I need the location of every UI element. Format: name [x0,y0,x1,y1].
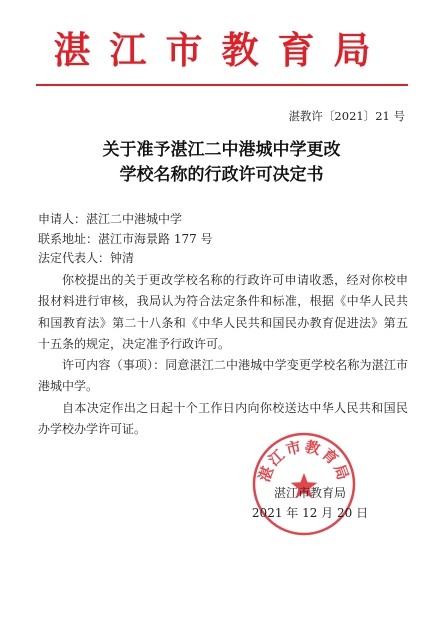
body-paragraph-1: 你校提出的关于更改学校名称的行政许可申请收悉，经对你校申报材料进行审核，我局认为符合法定条件和标准，根据《中华人民共和国教育法》第二十八条和《中华人民共和国民办教育促进法》第五十五条的规定，决定准予行政许可。 [38,273,408,351]
applicant-info [38,210,213,269]
header-red-rule [36,84,408,86]
signature-organization: 湛江市教育局 [273,486,346,500]
title-line-2: 学校名称的行政许可决定书 [119,165,324,185]
organization-header: 湛江市教育局 [53,28,390,72]
representative-line: 法定代表人：钟清 [38,251,135,265]
signature-date: 2021 年 12 月 20 日 [251,506,369,520]
document-title [0,138,443,188]
body-paragraph-3: 自本决定作出之日起十个工作日内向你校送达中华人民共和国民办学校办学许可证。 [38,400,408,437]
seal-arc-text: 湛江市教育局 [255,437,353,485]
body-paragraph-2: 许可内容（事项）：同意湛江二中港城中学变更学校名称为湛江市港城中学。 [38,358,408,394]
applicant-line: 申请人：湛江二中港城中学 [38,212,183,226]
document-body [38,270,408,440]
title-line-1: 关于准予湛江二中港城中学更改 [102,140,341,160]
document-number: 湛教许〔2021〕21 号 [288,109,405,123]
address-line: 联系地址：湛江市海景路 177 号 [38,231,213,246]
